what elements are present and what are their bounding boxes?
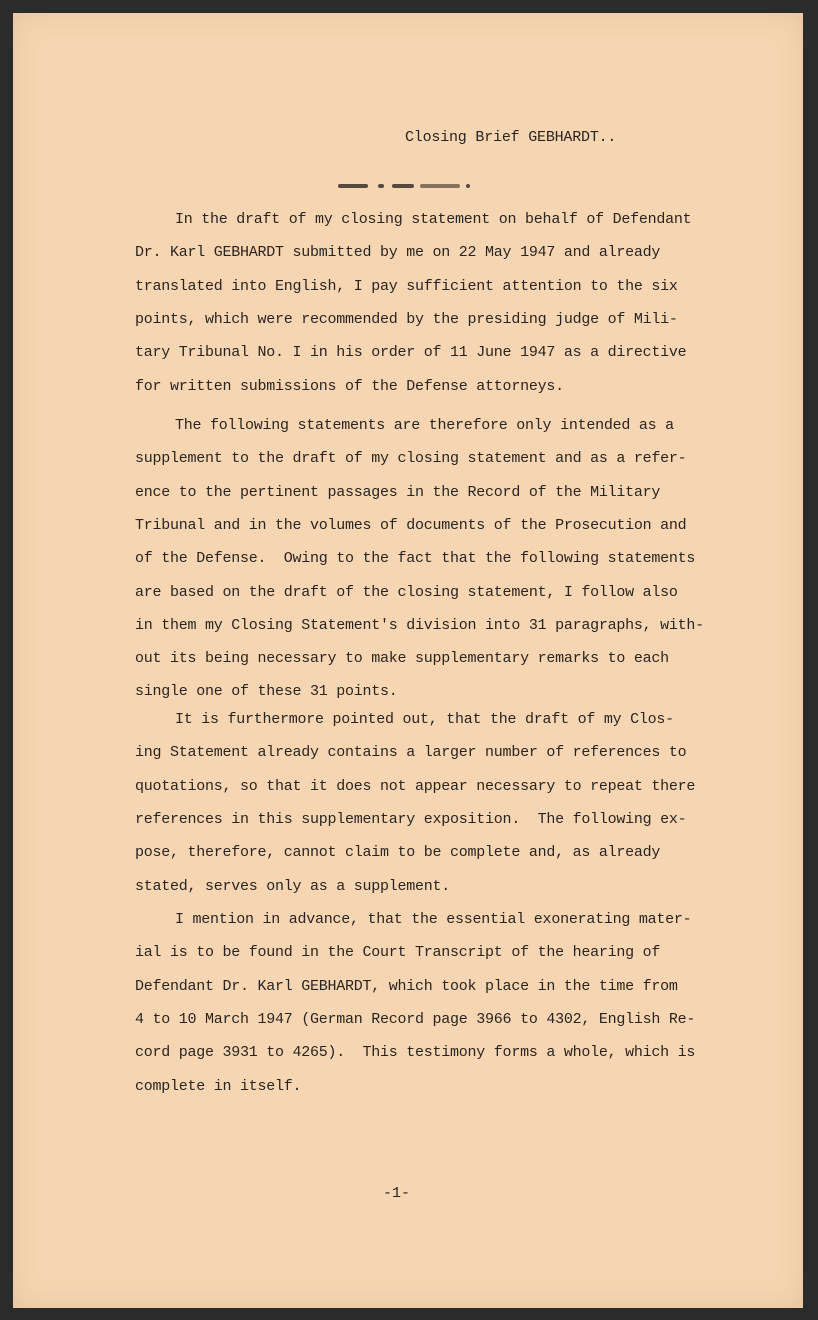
body-line: quotations, so that it does not appear necessary to repeat there — [135, 777, 696, 795]
body-line: In the draft of my closing statement on behalf of Defendant — [175, 211, 692, 228]
document-title: Closing Brief GEBHARDT.. — [405, 129, 617, 146]
page-number: -1- — [383, 1185, 411, 1202]
body-line: for written submissions of the Defense attorneys. — [135, 377, 564, 395]
body-line: ing Statement already contains a larger number of references to — [135, 744, 687, 762]
body-line: complete in itself. — [135, 1077, 302, 1095]
body-line: stated, serves only as a supplement. — [135, 877, 451, 895]
body-line: ence to the pertinent passages in the Record of the Military — [135, 483, 661, 501]
body-line: Defendant Dr. Karl GEBHARDT, which took place in the time from — [135, 977, 678, 995]
paper-tear — [430, 1310, 440, 1320]
body-line: tary Tribunal No. I in his order of 11 June 1947 as a directive — [135, 344, 687, 362]
document-page — [13, 13, 803, 1308]
body-line: It is furthermore pointed out, that the draft of my Clos- — [175, 711, 674, 728]
body-line: supplement to the draft of my closing statement and as a refer- — [135, 450, 687, 468]
body-line: points, which were recommended by the presiding judge of Mili- — [135, 310, 678, 328]
body-line: I mention in advance, that the essential exonerating mater- — [175, 911, 692, 928]
smudged-heading — [328, 178, 488, 194]
body-line: of the Defense. Owing to the fact that the following statements — [135, 550, 696, 568]
body-line: ial is to be found in the Court Transcript of the hearing of — [135, 944, 661, 962]
body-line: The following statements are therefore only intended as a — [175, 417, 674, 434]
body-line: in them my Closing Statement's division into 31 paragraphs, with- — [135, 616, 704, 634]
body-line: cord page 3931 to 4265). This testimony forms a whole, which is — [135, 1044, 696, 1062]
paper-tear — [360, 1310, 374, 1320]
body-line: out its being necessary to make supplementary remarks to each — [135, 650, 669, 668]
body-line: pose, therefore, cannot claim to be complete and, as already — [135, 844, 661, 862]
body-line: 4 to 10 March 1947 (German Record page 3966 to 4302, English Re- — [135, 1010, 696, 1028]
body-line: Dr. Karl GEBHARDT submitted by me on 22 May 1947 and already — [135, 244, 661, 262]
body-line: are based on the draft of the closing statement, I follow also — [135, 583, 678, 601]
body-line: references in this supplementary exposition. The following ex- — [135, 810, 687, 828]
body-line: Tribunal and in the volumes of documents of the Prosecution and — [135, 516, 687, 534]
body-line: single one of these 31 points. — [135, 683, 398, 701]
body-line: translated into English, I pay sufficient attention to the six — [135, 277, 678, 295]
